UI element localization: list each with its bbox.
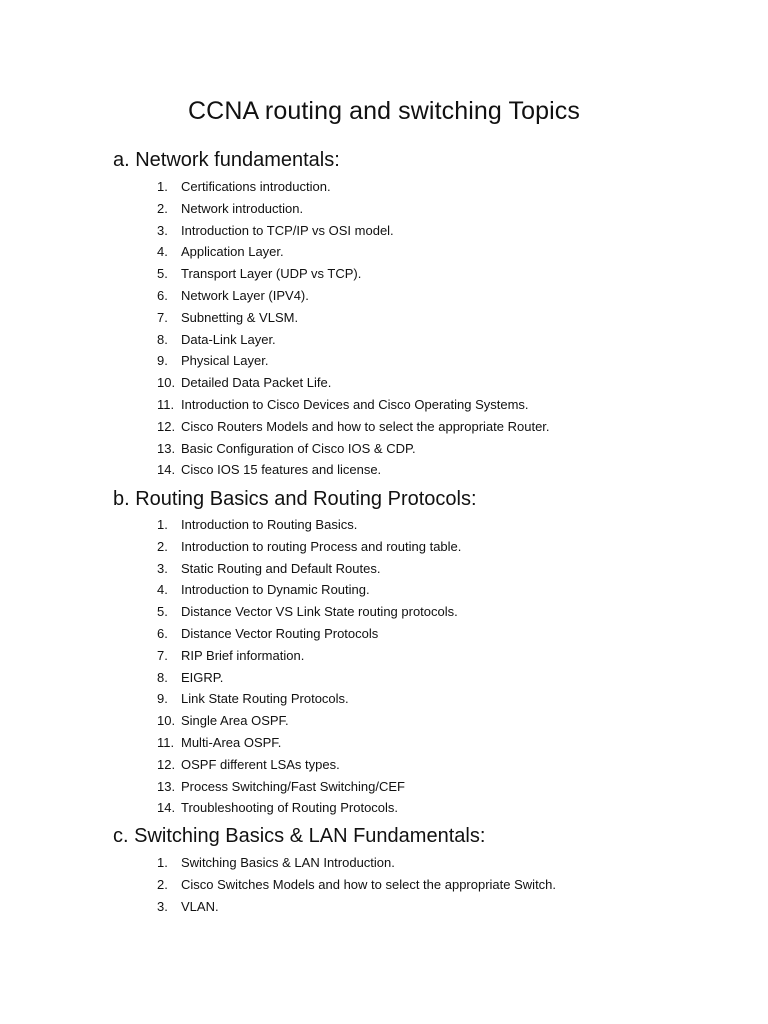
item-text: Introduction to Routing Basics. (181, 517, 358, 532)
item-text: Detailed Data Packet Life. (181, 375, 332, 391)
page-title: CCNA routing and switching Topics (188, 97, 580, 125)
item-number: 6. (157, 287, 168, 303)
item-number: 2. (157, 876, 168, 892)
item-number: 13. (157, 778, 176, 794)
item-number: 3. (157, 560, 168, 576)
item-text: Introduction to routing Process and routing table. (181, 538, 462, 554)
item-number: 5. (157, 266, 168, 282)
item-number: 1. (157, 855, 168, 870)
item-text: Cisco Routers Models and how to select the appropriate Router. (181, 418, 550, 434)
item-number: 4. (157, 244, 168, 260)
item-text: Distance Vector Routing Protocols (181, 625, 379, 641)
section-heading-routing-basics: b. Routing Basics and Routing Protocols: (113, 488, 477, 510)
item-number: 10. (157, 375, 176, 391)
item-number: 9. (157, 691, 168, 707)
item-number: 3. (157, 898, 168, 914)
item-text: Application Layer. (181, 244, 284, 260)
item-text: RIP Brief information. (181, 647, 305, 663)
item-text: Network introduction. (181, 200, 304, 216)
item-text: EIGRP. (181, 669, 224, 685)
item-text: Link State Routing Protocols. (181, 691, 349, 707)
item-text: Introduction to Dynamic Routing. (181, 582, 370, 598)
item-number: 1. (157, 517, 168, 532)
item-number: 2. (157, 538, 168, 554)
item-text: Static Routing and Default Routes. (181, 560, 381, 576)
item-text: Troubleshooting of Routing Protocols. (181, 800, 399, 816)
item-number: 9. (157, 353, 168, 369)
item-number: 3. (157, 222, 168, 238)
item-number: 11. (157, 734, 175, 750)
item-text: Multi-Area OSPF. (181, 734, 282, 750)
item-text: Data-Link Layer. (181, 331, 276, 347)
item-number: 10. (157, 713, 176, 729)
item-number: 4. (157, 582, 168, 598)
item-number: 12. (157, 756, 176, 772)
item-text: Introduction to TCP/IP vs OSI model. (181, 222, 394, 238)
item-text: OSPF different LSAs types. (181, 756, 340, 772)
item-number: 14. (157, 462, 176, 478)
item-text: Distance Vector VS Link State routing protocols. (181, 604, 458, 620)
section-heading-network-fundamentals: a. Network fundamentals: (113, 149, 340, 171)
item-text: VLAN. (181, 898, 219, 914)
item-number: 14. (157, 800, 176, 816)
section-heading-switching-basics: c. Switching Basics & LAN Fundamentals: (113, 825, 486, 847)
item-text: Network Layer (IPV4). (181, 287, 309, 303)
item-number: 13. (157, 440, 176, 456)
item-number: 1. (157, 179, 168, 194)
item-text: Single Area OSPF. (181, 713, 289, 729)
item-number: 8. (157, 669, 168, 685)
item-text: Introduction to Cisco Devices and Cisco Operating Systems. (181, 396, 529, 412)
item-number: 8. (157, 331, 168, 347)
item-number: 5. (157, 604, 168, 620)
item-text: Cisco Switches Models and how to select the appropriate Switch. (181, 876, 557, 892)
item-text: Subnetting & VLSM. (181, 309, 299, 325)
item-number: 7. (157, 309, 168, 325)
item-text: Physical Layer. (181, 353, 269, 369)
item-text: Process Switching/Fast Switching/CEF (181, 778, 405, 794)
item-number: 12. (157, 418, 176, 434)
item-text: Transport Layer (UDP vs TCP). (181, 266, 362, 282)
item-number: 2. (157, 200, 168, 216)
item-text: Switching Basics & LAN Introduction. (181, 855, 395, 870)
item-text: Cisco IOS 15 features and license. (181, 462, 382, 478)
item-number: 7. (157, 647, 168, 663)
item-number: 11. (157, 396, 175, 412)
item-text: Basic Configuration of Cisco IOS & CDP. (181, 440, 416, 456)
item-text: Certifications introduction. (181, 179, 331, 194)
item-number: 6. (157, 625, 168, 641)
